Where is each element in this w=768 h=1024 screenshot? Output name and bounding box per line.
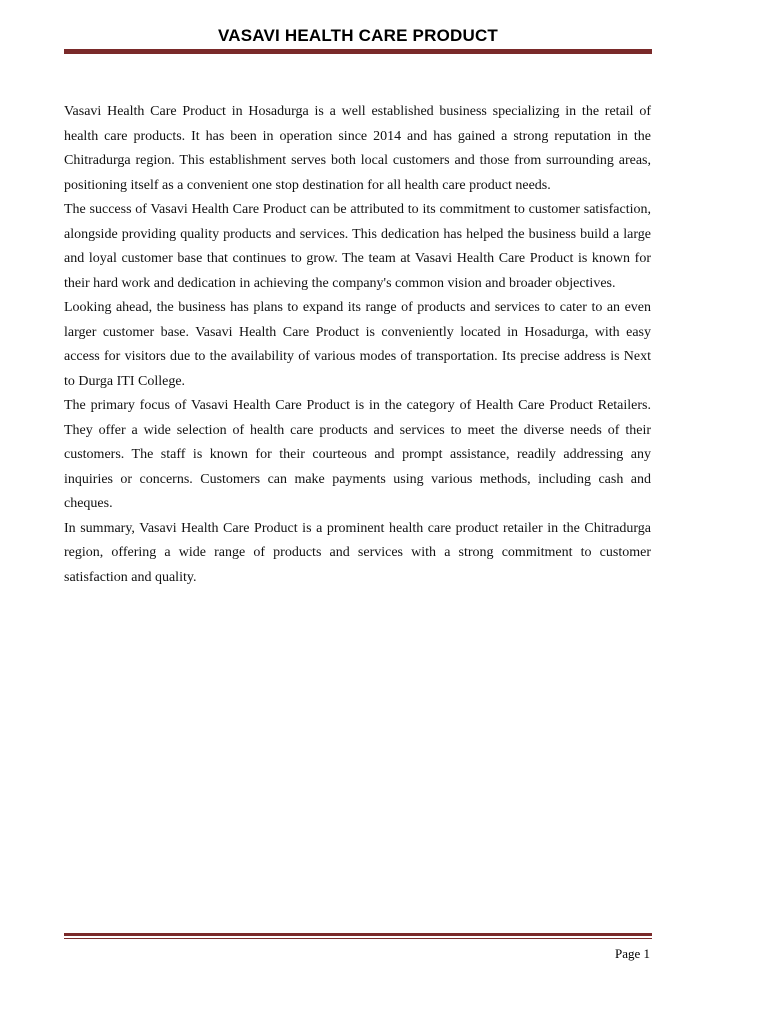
footer-divider-thin: [64, 938, 652, 939]
paragraph: Vasavi Health Care Product in Hosadurga is a well established business specializing in the retail of health care products. It has been in operation since 2014 and has gained a strong reputation in the Chitradurga region. This establishment serves both local customers and those from surrounding areas, positioning itself as a convenient one stop destination for all health care product needs.: [64, 104, 651, 193]
document-header-title: VASAVI HEALTH CARE PRODUCT: [217, 26, 499, 45]
paragraph: The success of Vasavi Health Care Product can be attributed to its commitment to customer satisfaction, alongside providing quality products and services. This dedication has helped the business build a large and loyal customer base that continues to grow. The team at Vasavi Health Care Product is known for their hard work and dedication in achieving the company's common vision and broader objectives.: [64, 202, 651, 291]
paragraph: In summary, Vasavi Health Care Product is a prominent health care product retailer in the Chitradurga region, offering a wide range of products and services with a strong commitment to customer satisfaction and quality.: [64, 520, 651, 585]
paragraph: The primary focus of Vasavi Health Care Product is in the category of Health Care Product Retailers. They offer a wide selection of health care products and services to meet the diverse needs of their customers. The staff is known for their courteous and prompt assistance, readily addressing any inquiries or concerns. Customers can make payments using various methods, including cash and cheques.: [64, 398, 651, 511]
header-divider: [64, 49, 652, 54]
footer-divider-thick: [64, 933, 652, 936]
paragraph: Looking ahead, the business has plans to expand its range of products and services to cater to an even larger customer base. Vasavi Health Care Product is conveniently located in Hosadurga, with easy access for visitors due to the availability of various modes of transportation. Its precise address is Next to Durga ITI College.: [64, 300, 651, 389]
page-number: Page 1: [614, 946, 650, 961]
document-body: [64, 100, 651, 590]
